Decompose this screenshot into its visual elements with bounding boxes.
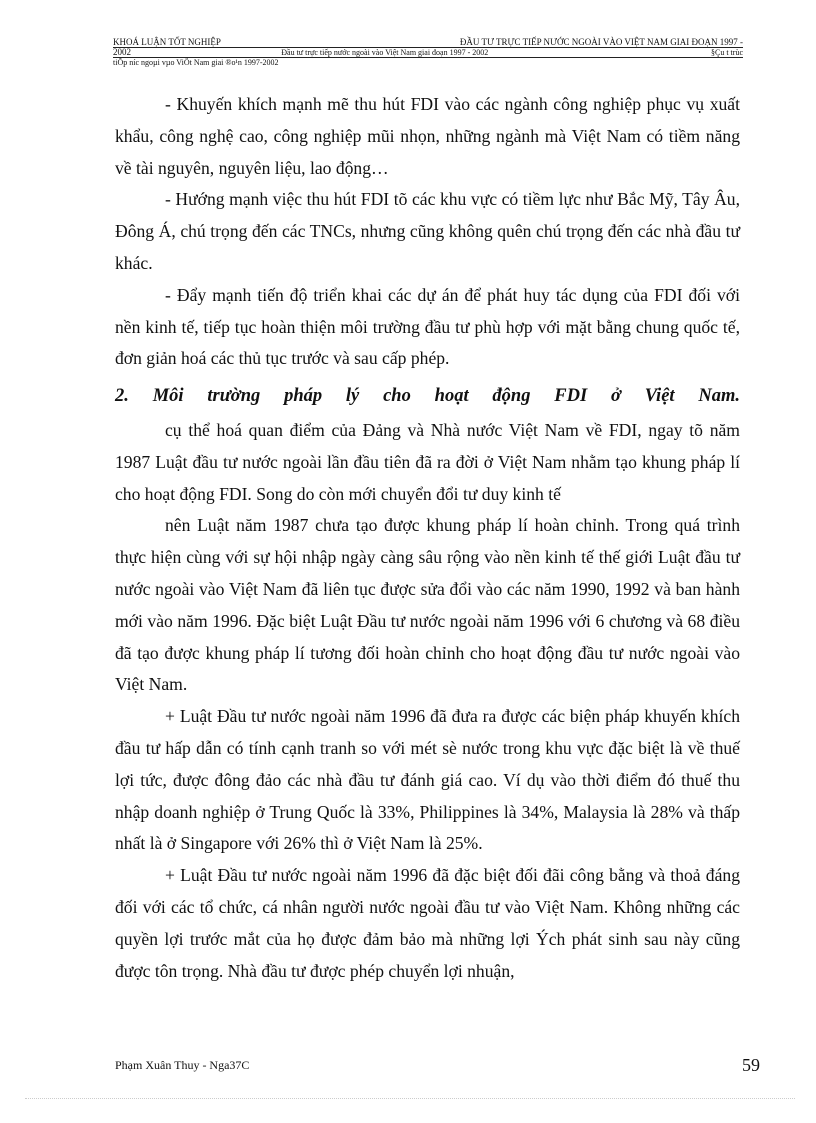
header-subtitle: Đầu tư trực tiếp nước ngoài vào Việt Nam giai đoạn 1997 - 2002: [281, 48, 489, 57]
page-body: [115, 89, 740, 987]
header-left-title: KHOÁ LUẬN TỐT NGHIỆP: [113, 37, 221, 47]
footer-author: Phạm Xuân Thuy - Nga37C: [115, 1058, 250, 1072]
page-number: 59: [742, 1055, 760, 1075]
header-right-title: ĐẦU TƯ TRỰC TIẾP NƯỚC NGOÀI VÀO VIỆT NAM GIAI ĐOẠN 1997 -: [459, 37, 743, 47]
paragraph-export-industries: - Khuyến khích mạnh mẽ thu hút FDI vào các ngành công nghiệp phục vụ xuất khẩu, công nghệ cao, công nghiệp mũi nhọn, những ngành mà Việt Nam có tiềm năng về tài nguyên, nguyên liệu, lao động…: [115, 94, 740, 178]
header-year-end: 2002: [113, 47, 131, 57]
header-garbled-right: §Çu t trùc: [711, 48, 743, 57]
header-garbled-line: tiÕp níc ngoµi vµo ViÖt Nam giai ®o¹n 1997-2002: [113, 58, 279, 67]
header-rule-top: [113, 47, 743, 48]
paragraph-tax-incentives: + Luật Đầu tư nước ngoài năm 1996 đã đưa ra được các biện pháp khuyến khích đầu tư hấp dẫn có tính cạnh tranh so với mét sè nước trong khu vực đặc biệt là về thuế lợi tức, được đông đảo các nhà đầu tư đánh giá cao. Ví dụ vào thời điểm đó thuế thu nhập doanh nghiệp ở Trung Quốc là 33%, Philippines là 34%, Malaysia là 28% và thấp nhất là ở Singapore với 26% thì ở Việt Nam là 25%.: [115, 706, 740, 854]
paragraph-fair-treatment: + Luật Đầu tư nước ngoài năm 1996 đã đặc biệt đối đãi công bằng và thoả đáng đối với các tổ chức, cá nhân người nước ngoài đầu tư vào Việt Nam. Không những các quyền lợi trước mắt của họ được đảm bảo mà những lợi Ých phát sinh sau này cũng được tôn trọng. Nhà đầu tư được phép chuyển lợi nhuận,: [115, 865, 740, 981]
header-rule-bottom: [113, 57, 743, 58]
paragraph-law-1987: cụ thể hoá quan điểm của Đảng và Nhà nước Việt Nam về FDI, ngay tõ năm 1987 Luật đầu tư nước ngoài lần đầu tiên đã ra đời ở Việt Nam nhằm tạo khung pháp lí cho hoạt động FDI. Song do còn mới chuyển đổi tư duy kinh tế: [115, 419, 740, 504]
paragraph-law-amendments: nên Luật năm 1987 chưa tạo được khung pháp lí hoàn chỉnh. Trong quá trình thực hiện cùng với sự hội nhập ngày càng sâu rộng vào nền kinh tế thế giới Luật đầu tư nước ngoài vào Việt Nam đã liên tục được sửa đổi vào các năm 1990, 1992 và ban hành mới vào năm 1996. Đặc biệt Luật Đầu tư nước ngoài năm 1996 với 6 chương và 68 điều đã tạo được khung pháp lí tương đối hoàn chỉnh cho hoạt động đầu tư nước ngoài vào Việt Nam.: [115, 515, 740, 695]
page-header: [113, 38, 743, 68]
paragraph-investment-regions: - Hướng mạnh việc thu hút FDI tõ các khu vực có tiềm lực như Bắc Mỹ, Tây Âu, Đông Á, chú trọng đến các TNCs, nhưng cũng không quên chú trọng đến các nhà đầu tư khác.: [115, 189, 740, 273]
paragraph-project-progress: - Đẩy mạnh tiến độ triển khai các dự án để phát huy tác dụng của FDI đối với nền kinh tế, tiếp tục hoàn thiện môi trường đầu tư phù hợp với mặt bằng chung quốc tế, đơn giản hoá các thủ tục trước và sau cấp phép.: [115, 284, 740, 369]
section-heading: 2. Môi trường pháp lý cho hoạt động FDI ở Việt Nam.: [115, 386, 740, 407]
footer-divider: [25, 1098, 795, 1099]
